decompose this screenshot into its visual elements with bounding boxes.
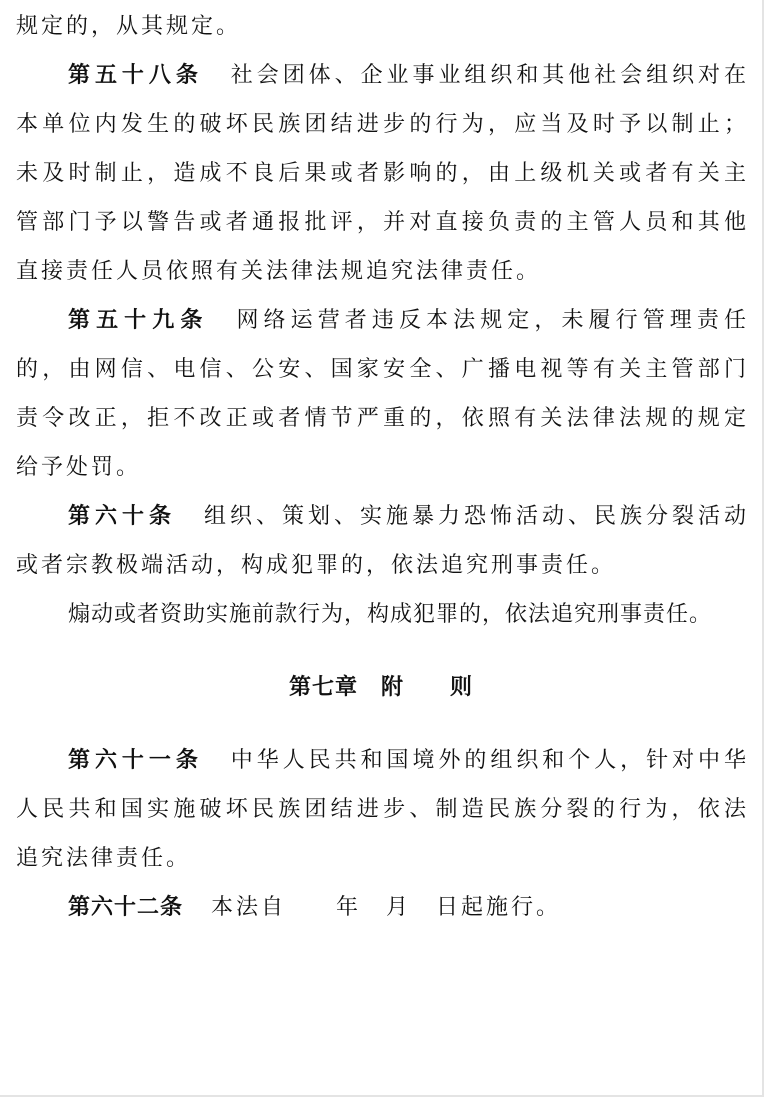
text-line: 或者宗教极端活动，构成犯罪的，依法追究刑事责任。 [16,553,617,578]
chapter-heading: 第七章 附 则 [288,675,473,700]
article-59 [16,296,746,492]
text-line: 本单位内发生的破坏民族团结进步的行为，应当及时予以制止； [16,112,746,137]
article-first-line [16,492,746,541]
article-number: 第六十条 [68,504,176,529]
text-line: 管部门予以警告或者通报批评，并对直接负责的主管人员和其他 [16,210,746,235]
paragraph-line: 煽动或者资助实施前款行为，构成犯罪的，依法追究刑事责任。 [68,602,713,627]
article-text: 网络运营者违反本法规定，未履行管理责任 [236,308,746,333]
text-line: 未及时制止，造成不良后果或者影响的，由上级机关或者有关主 [16,161,746,186]
article-text: 本法自 年 月 日起施行。 [211,895,562,920]
text-line: 责令改正，拒不改正或者情节严重的，依照有关法律法规的规定 [16,406,746,431]
article-number: 第六十一条 [68,748,203,773]
article-first-line [16,736,746,785]
text-line: 给予处罚。 [16,455,142,480]
article-text: 中华人民共和国境外的组织和个人，针对中华 [230,748,746,773]
article-text: 社会团体、企业事业组织和其他社会组织对在 [230,63,746,88]
article-62 [16,883,746,932]
article-number: 第六十二条 [68,895,184,920]
text-line: 规定的，从其规定。 [16,14,242,39]
document-body [16,2,746,932]
article-number: 第五十八条 [68,63,203,88]
text-line: 人民共和国实施破坏民族团结进步、制造民族分裂的行为，依法 [16,797,746,822]
article-number: 第五十九条 [68,308,209,333]
article-text: 组织、策划、实施暴力恐怖活动、民族分裂活动 [204,504,746,529]
text-line: 的，由网信、电信、公安、国家安全、广播电视等有关主管部门 [16,357,746,382]
article-60 [16,492,746,639]
text-line: 直接责任人员依照有关法律法规追究法律责任。 [16,259,542,284]
article-first-line [16,296,746,345]
text-line: 追究法律责任。 [16,846,192,871]
article-61 [16,736,746,883]
article-first-line [16,883,746,932]
article-first-line [16,51,746,100]
article-58 [16,51,746,296]
